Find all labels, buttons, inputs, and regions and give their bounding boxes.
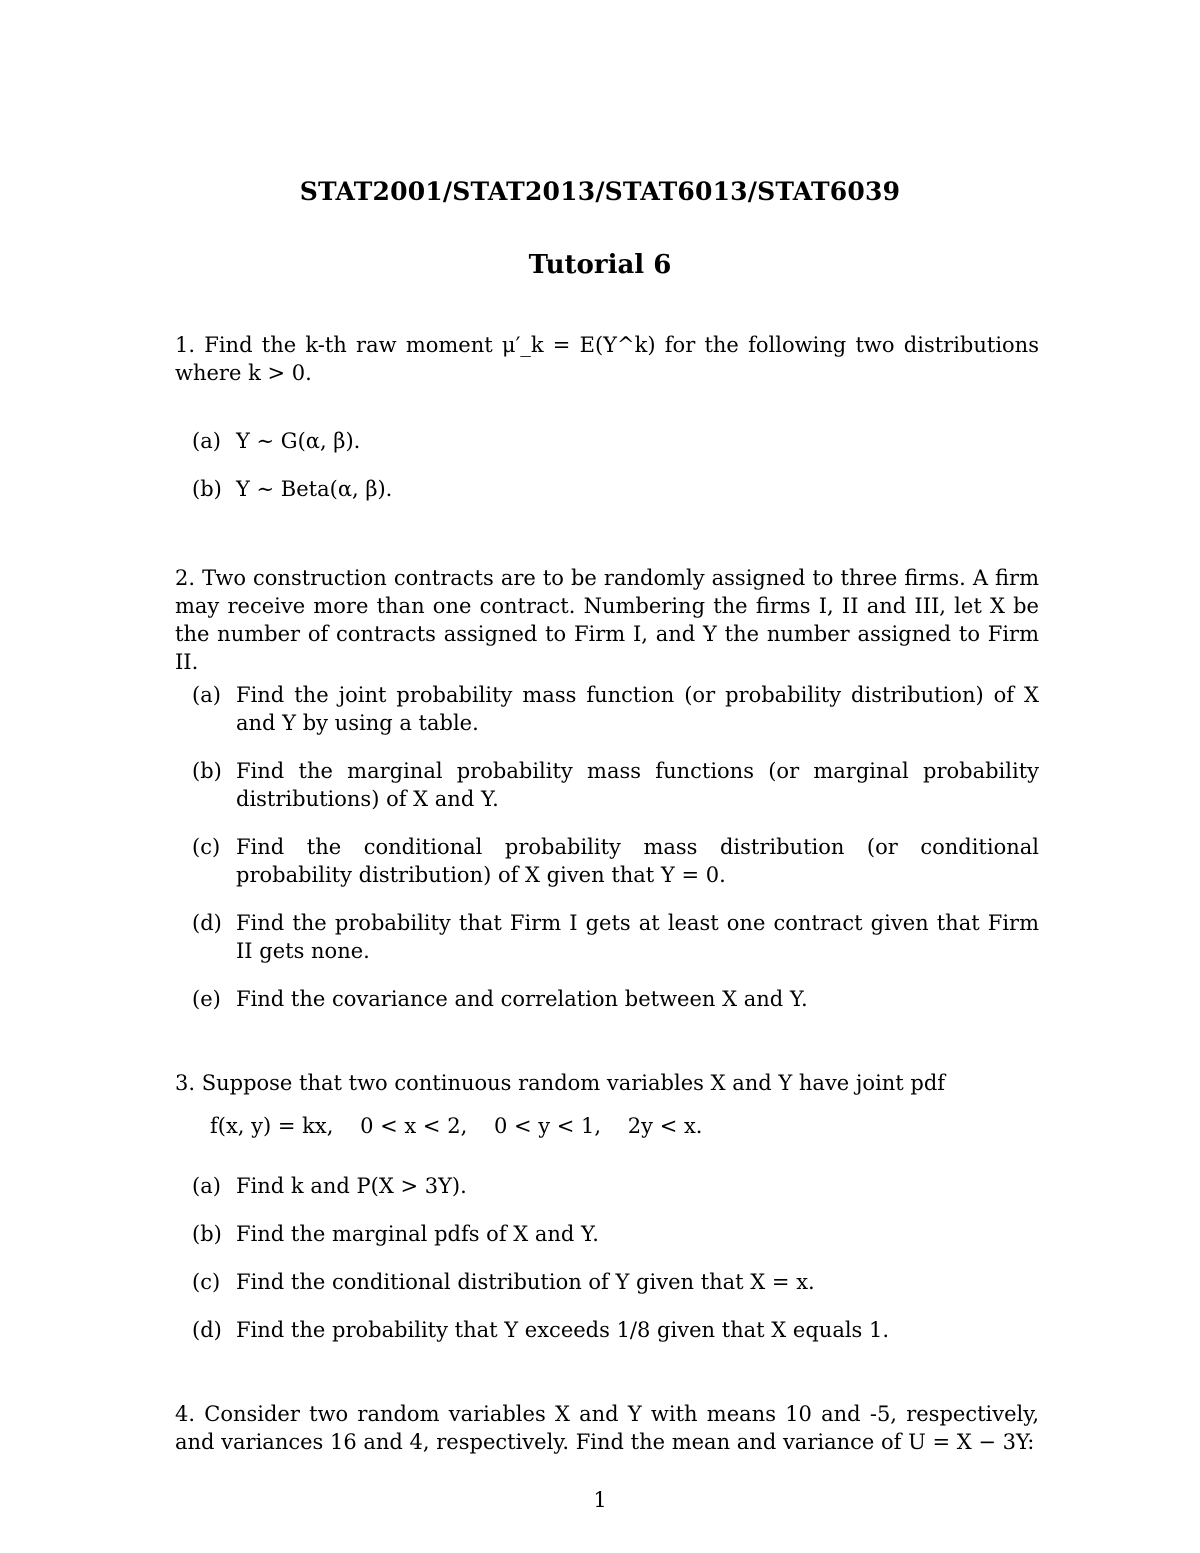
question-2: 2. Two construction contracts are to be randomly assigned to three firms. A firm may receive more than one contract. Numbering the firms I, II and III, let X be the number of contracts assigned to Firm I, and Y the number assigned to Firm II.	[175, 566, 1039, 674]
question-1: 1. Find the k-th raw moment μ′_k = E(Y^k) for the following two distributions where k > 0.	[175, 333, 1039, 385]
question-3: 3. Suppose that two continuous random variables X and Y have joint pdf	[175, 1071, 946, 1095]
question-2c	[192, 833, 1039, 889]
item-label: (a)	[192, 1174, 221, 1198]
question-2a	[192, 681, 1039, 737]
question-4: 4. Consider two random variables X and Y with means 10 and -5, respectively, and variances 16 and 4, respectively. Find the mean and variance of U = X − 3Y:	[175, 1402, 1039, 1454]
course-codes: STAT2001/STAT2013/STAT6013/STAT6039	[299, 177, 901, 206]
item-label: (b)	[192, 1222, 222, 1246]
question-2d	[192, 909, 1039, 965]
item-text: Find k and P(X > 3Y).	[236, 1174, 467, 1198]
item-label: (e)	[192, 987, 221, 1011]
item-text: Find the conditional probability mass distribution (or conditional probability distribution) of X given that Y = 0.	[236, 835, 1039, 887]
question-2e	[192, 985, 1039, 1013]
question-3c	[192, 1268, 1039, 1296]
item-label: (c)	[192, 1270, 221, 1294]
page-number: 1	[593, 1488, 607, 1512]
question-2b	[192, 757, 1039, 813]
item-text: Find the joint probability mass function (or probability distribution) of X and Y by using a table.	[236, 683, 1039, 735]
joint-pdf-formula: f(x, y) = kx, 0 < x < 2, 0 < y < 1, 2y < x.	[210, 1114, 703, 1138]
question-3b	[192, 1220, 1039, 1248]
item-text: Find the probability that Y exceeds 1/8 given that X equals 1.	[236, 1318, 890, 1342]
item-text: Find the conditional distribution of Y given that X = x.	[236, 1270, 815, 1294]
question-3a	[192, 1172, 1039, 1200]
item-text: Find the covariance and correlation between X and Y.	[236, 987, 808, 1011]
item-label: (a)	[192, 429, 221, 453]
item-label: (c)	[192, 835, 221, 859]
question-1b	[192, 475, 1039, 503]
item-text: Y ∼ Beta(α, β).	[236, 477, 393, 501]
item-label: (d)	[192, 911, 222, 935]
item-text: Find the marginal pdfs of X and Y.	[236, 1222, 599, 1246]
question-1a	[192, 427, 1039, 455]
page-title: Tutorial 6	[528, 250, 672, 280]
item-text: Find the marginal probability mass functions (or marginal probability distributions) of X and Y.	[236, 759, 1039, 811]
item-label: (d)	[192, 1318, 222, 1342]
item-label: (b)	[192, 477, 222, 501]
question-3d	[192, 1316, 1039, 1344]
item-label: (b)	[192, 759, 222, 783]
item-label: (a)	[192, 683, 221, 707]
item-text: Y ∼ G(α, β).	[236, 429, 361, 453]
item-text: Find the probability that Firm I gets at least one contract given that Firm II gets none.	[236, 911, 1039, 963]
